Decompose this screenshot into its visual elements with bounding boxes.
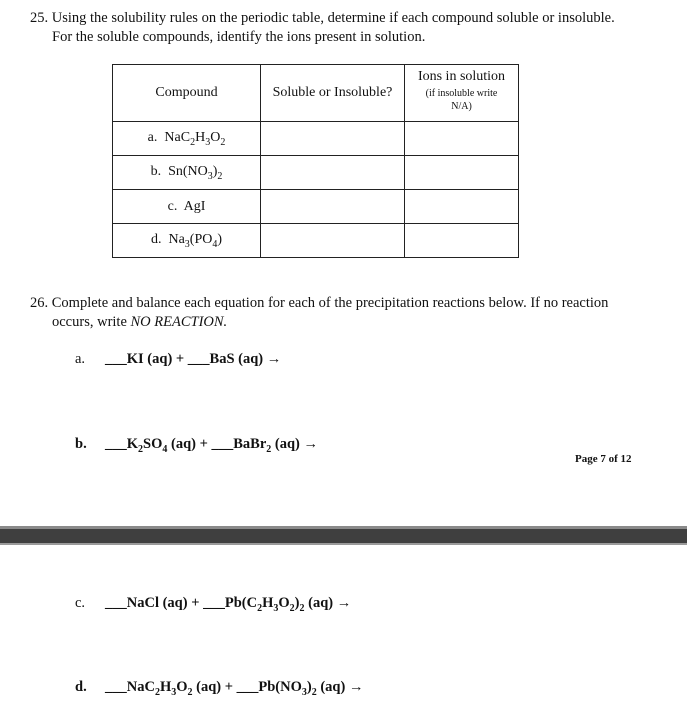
equation-c: c. ___NaCl $(aq) + \_\_\_Pb(C_2H_3O_2)_2$ (aq) → [75, 595, 352, 614]
equation-a: a. ___KI (aq) + ___BaS (aq) → [75, 351, 282, 367]
compound-cell-b: b. $Sn(NO_3)_2$ [113, 156, 261, 190]
header-compound: Compound [113, 65, 261, 122]
table-header-row [113, 65, 519, 122]
solubility-table [112, 64, 519, 258]
header-ions: Ions in solution (if insoluble write N/A) [405, 65, 519, 122]
blank-c1[interactable]: ___ [105, 595, 127, 611]
blank-a2[interactable]: ___ [187, 351, 210, 367]
blank-a1[interactable]: ___ [105, 351, 127, 367]
q25-text-line1: 25. Using the solubility rules on the periodic table, determine if each compound soluble or insoluble. [30, 10, 615, 26]
page-number: Page 7 of 12 [575, 453, 632, 465]
page-break-edge-bottom [0, 543, 687, 545]
compound-cell-a: a. $NaC_2H_3O_2$ [113, 122, 261, 156]
q26-text-line1: 26. Complete and balance each equation for each of the precipitation reactions below. If no reaction [30, 295, 609, 311]
page-break-band [0, 529, 687, 543]
ions-cell-c[interactable] [405, 190, 519, 224]
q26-text-line2: occurs, write NO REACTION. [52, 314, 228, 330]
equation-b: b. $\_\_\_K_2SO_4$ (aq) + ___BaBr$_2$ (aq) → [75, 436, 318, 455]
equation-d: d. $\_\_\_NaC_2H_3O_2$ $(aq) + \_\_\_Pb(NO_3)_2$ (aq) → [75, 679, 364, 698]
table-row [113, 224, 519, 258]
table-row [113, 156, 519, 190]
header-soluble: Soluble or Insoluble? [261, 65, 405, 122]
ions-cell-b[interactable] [405, 156, 519, 190]
soluble-cell-b[interactable] [261, 156, 405, 190]
blank-b2[interactable]: ___ [211, 436, 234, 452]
soluble-cell-d[interactable] [261, 224, 405, 258]
soluble-cell-a[interactable] [261, 122, 405, 156]
blank-c2[interactable]: ___ [203, 595, 225, 611]
blank-d2[interactable]: ___ [236, 679, 259, 695]
blank-b1[interactable]: ___ [105, 436, 127, 452]
q25-text-line2: For the soluble compounds, identify the ions present in solution. [52, 29, 426, 45]
ions-cell-a[interactable] [405, 122, 519, 156]
compound-cell-c: c. AgI [113, 190, 261, 224]
ions-cell-d[interactable] [405, 224, 519, 258]
table-row [113, 190, 519, 224]
table-row [113, 122, 519, 156]
compound-cell-d: d. $Na_3(PO_4)$ [113, 224, 261, 258]
blank-d1[interactable]: ___ [105, 679, 127, 695]
soluble-cell-c[interactable] [261, 190, 405, 224]
